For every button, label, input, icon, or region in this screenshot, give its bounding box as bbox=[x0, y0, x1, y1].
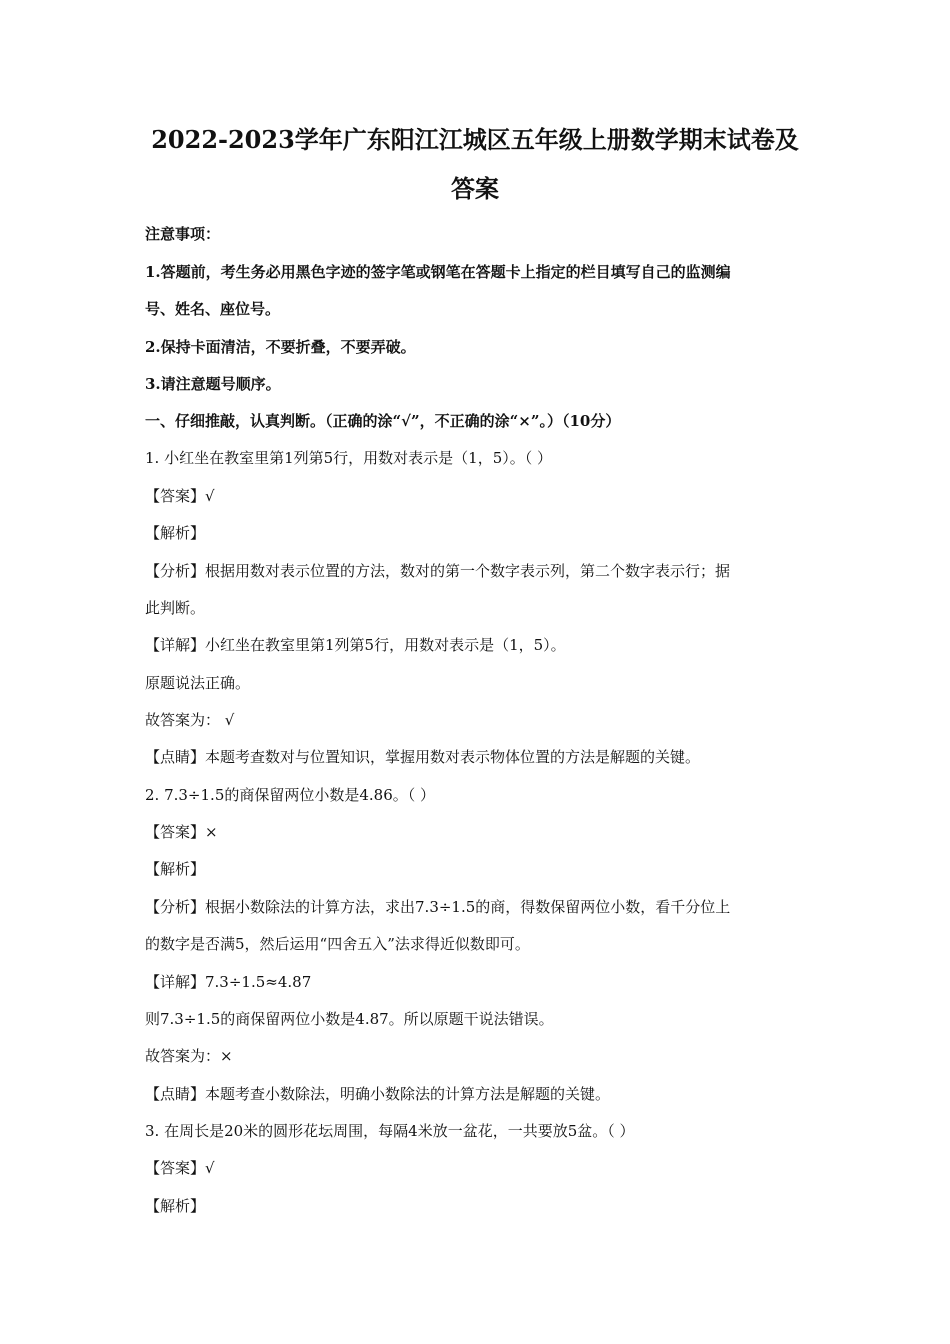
answer-2: 【答案】× bbox=[145, 823, 218, 841]
analysis-heading-3: 【解析】 bbox=[145, 1197, 206, 1215]
comment-2: 【点睛】本题考查小数除法，明确小数除法的计算方法是解题的关键。 bbox=[145, 1085, 611, 1103]
analysis-1: 【分析】根据用数对表示位置的方法，数对的第一个数字表示列，第二个数字表示行；据 bbox=[145, 562, 731, 580]
notice-item-2: 2.保持卡面清洁，不要折叠，不要弄破。 bbox=[145, 338, 416, 356]
detail-1: 【详解】小红坐在教室里第1列第5行，用数对表示是（1，5）。 bbox=[145, 636, 566, 654]
conclusion-2: 则7.3÷1.5的商保留两位小数是4.87。所以原题干说法错误。 bbox=[145, 1010, 554, 1028]
document-title-line1: 2022-2023学年广东阳江江城区五年级上册数学期末试卷及 bbox=[151, 125, 799, 154]
notice-item-1: 1.答题前，考生务必用黑色字迹的签字笔或钢笔在答题卡上指定的栏目填写自己的监测编 bbox=[145, 263, 731, 281]
notice-heading: 注意事项： bbox=[145, 225, 221, 243]
question-2: 2. 7.3÷1.5的商保留两位小数是4.86。（ ） bbox=[145, 786, 436, 804]
final-answer-2: 故答案为：× bbox=[145, 1047, 233, 1065]
document-title-line2: 答案 bbox=[451, 174, 499, 203]
detail-2: 【详解】7.3÷1.5≈4.87 bbox=[145, 973, 312, 991]
answer-3: 【答案】√ bbox=[145, 1159, 215, 1177]
conclusion-1: 原题说法正确。 bbox=[145, 674, 251, 692]
section-heading-1: 一、仔细推敲，认真判断。（正确的涂“√”，不正确的涂“×”。）（10分） bbox=[145, 412, 621, 430]
analysis-2: 【分析】根据小数除法的计算方法，求出7.3÷1.5的商，得数保留两位小数，看千分位上 bbox=[145, 898, 731, 916]
analysis-2-continued: 的数字是否满5，然后运用“四舍五入”法求得近似数即可。 bbox=[145, 935, 530, 953]
final-answer-1: 故答案为： √ bbox=[145, 711, 235, 729]
notice-item-1-continued: 号、姓名、座位号。 bbox=[145, 300, 281, 318]
analysis-heading-1: 【解析】 bbox=[145, 524, 206, 542]
question-3: 3. 在周长是20米的圆形花坛周围，每隔4米放一盆花，一共要放5盆。（ ） bbox=[145, 1122, 635, 1140]
notice-item-3: 3.请注意题号顺序。 bbox=[145, 375, 281, 393]
analysis-1-continued: 此判断。 bbox=[145, 599, 206, 617]
question-1: 1. 小红坐在教室里第1列第5行，用数对表示是（1，5）。（ ） bbox=[145, 449, 553, 467]
comment-1: 【点睛】本题考查数对与位置知识，掌握用数对表示物体位置的方法是解题的关键。 bbox=[145, 748, 701, 766]
answer-1: 【答案】√ bbox=[145, 487, 215, 505]
analysis-heading-2: 【解析】 bbox=[145, 860, 206, 878]
